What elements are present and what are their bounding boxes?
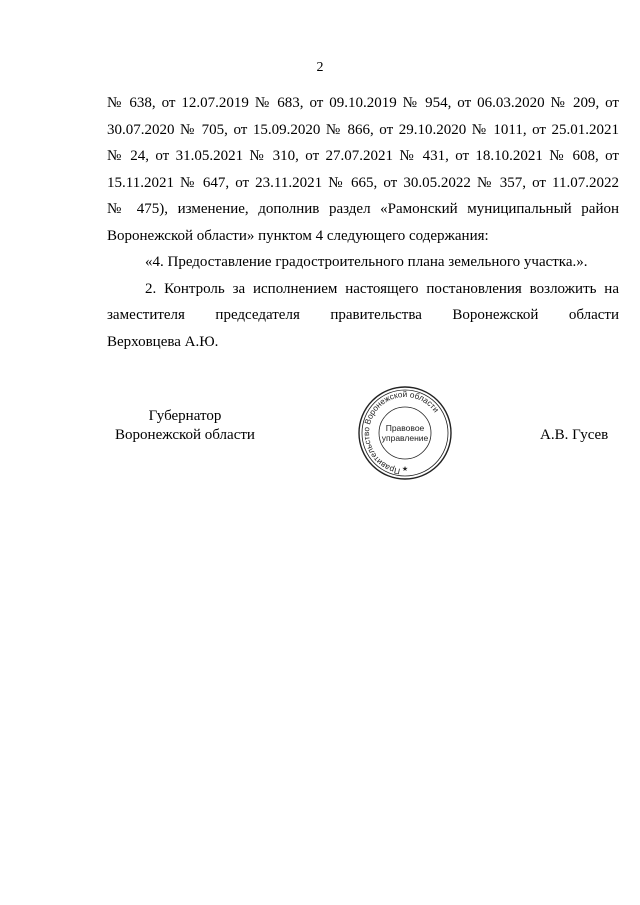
stamp-center-line: Правовое xyxy=(385,423,425,433)
paragraph-2-line: заместителя председателя правительства Воронежской области xyxy=(107,307,619,323)
body-line: 30.07.2020 № 705, от 15.09.2020 № 866, от 29.10.2020 № 1011, от 25.01.2021 xyxy=(107,121,619,138)
body-line: Воронежской области» пунктом 4 следующего содержания: xyxy=(107,227,489,244)
paragraph-2-line: Верховцева А.Ю. xyxy=(107,333,219,350)
quoted-item: «4. Предоставление градостроительного плана земельного участка.». xyxy=(145,254,588,270)
signatory-title-line: Губернатор xyxy=(148,408,222,424)
stamp-center-line: управление xyxy=(381,433,429,443)
body-line: 15.11.2021 № 647, от 23.11.2021 № 665, от 30.05.2022 № 357, от 11.07.2022 xyxy=(107,174,619,191)
stamp-star-icon: ★ xyxy=(401,466,409,473)
body-line: № 638, от 12.07.2019 № 683, от 09.10.2019 № 954, от 06.03.2020 № 209, от xyxy=(107,95,619,111)
paragraph-2-line: 2. Контроль за исполнением настоящего постановления возложить на xyxy=(145,280,619,297)
signatory-title xyxy=(110,407,260,445)
official-stamp xyxy=(355,385,455,481)
document-body xyxy=(107,90,619,355)
page-number: 2 xyxy=(316,60,324,75)
signatory-name: А.В. Гусев xyxy=(540,427,609,443)
stamp-ring-text: Правительство Воронежской области xyxy=(361,389,441,476)
signatory-title-line: Воронежской области xyxy=(115,427,255,443)
body-line: № 475), изменение, дополнив раздел «Рамонский муниципальный район xyxy=(107,201,619,217)
body-line: № 24, от 31.05.2021 № 310, от 27.07.2021 № 431, от 18.10.2021 № 608, от xyxy=(107,148,619,164)
